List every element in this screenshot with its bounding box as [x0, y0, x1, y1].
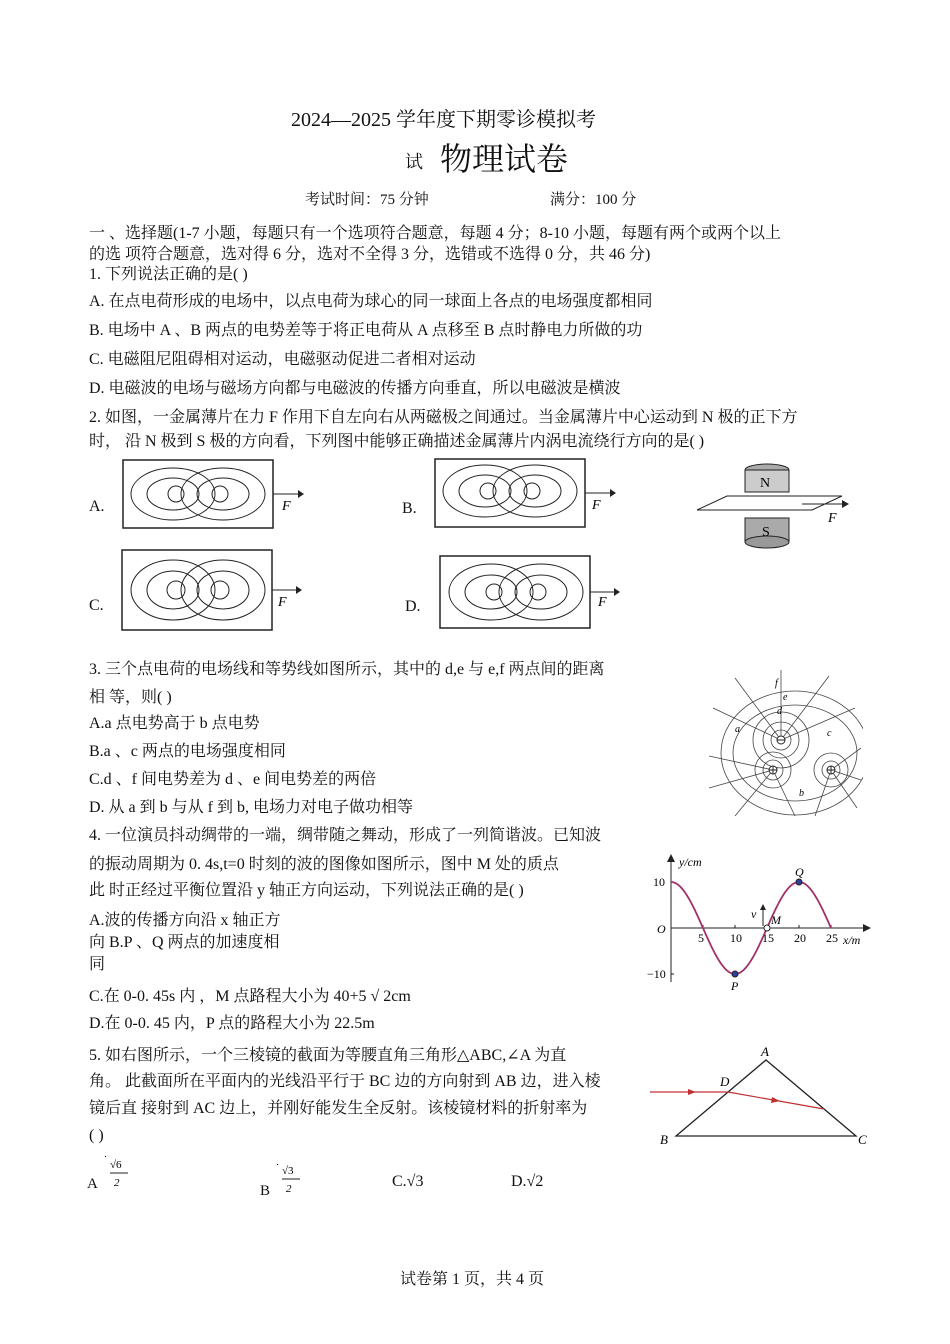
q2-option-c-figure [118, 546, 308, 634]
q5-a-denominator: 2 [114, 1177, 120, 1189]
q5-option-a-fraction [100, 1154, 134, 1194]
velocity-label: v [751, 907, 757, 921]
section-intro-line2: 的选 项符合题意，选对得 6 分，选对不全得 3 分，选错或不选得 0 分，共 46 分) [89, 246, 651, 263]
page-footer: 试卷第 1 页，共 4 页 [400, 1271, 545, 1288]
force-label: F [598, 595, 607, 610]
q4-option-c: C.在 0-0. 45s 内 ，M 点路程大小为 40+5 √ 2cm [89, 988, 411, 1005]
q2-option-b-figure [430, 455, 620, 531]
q5-option-b-fraction [272, 1160, 306, 1200]
q4-stem-line3: 此 时正经过平衡位置沿 y 轴正方向运动，下列说法正确的是( ) [89, 882, 524, 899]
svg-text:·: · [276, 1160, 279, 1171]
point-label-q: Q [795, 865, 804, 879]
q5-stem-line1: 5. 如右图所示，一个三棱镜的截面为等腰直角三角形△ABC,∠A 为直 [89, 1047, 567, 1064]
vertex-c: C [858, 1132, 867, 1147]
q1-stem: 1. 下列说法正确的是( ) [89, 266, 248, 283]
x-tick-label: 10 [730, 931, 742, 945]
q4-stem-line1: 4. 一位演员抖动绸带的一端，绸带随之舞动，形成了一列简谐波。已知波 [89, 827, 602, 844]
q3-option-a: A.a 点电势高于 b 点电势 [89, 715, 260, 732]
point-label-a: a [735, 724, 740, 735]
q4-option-a-line3: 同 [89, 956, 106, 973]
title-line1: 2024—2025 学年度下期零诊模拟考 [291, 109, 596, 131]
q5-stem-line2: 角。 此截面所在平面内的光线沿平行于 BC 边的方向射到 AB 边，进入棱 [89, 1073, 601, 1090]
full-score: 满分：100 分 [550, 192, 637, 208]
pole-s: S [762, 525, 770, 540]
force-label: F [282, 499, 291, 514]
q2-stem-line2: 时， 沿 N 极到 S 极的方向看，下列图中能够正确描述金属薄片内涡电流绕行方向的是( ) [89, 433, 705, 450]
title-prefix: 试 [405, 152, 423, 172]
q1-option-b: B. 电场中 A 、B 两点的电势差等于将正电荷从 A 点移至 B 点时静电力所做的功 [89, 322, 643, 339]
force-label: F [592, 498, 601, 513]
q5-option-b-prefix: B [260, 1183, 271, 1199]
q3-option-c: C.d 、f 间电势差为 d 、e 间电势差的两倍 [89, 771, 377, 788]
y-axis-label: y/cm [679, 855, 702, 869]
point-label-f: f [775, 678, 778, 689]
x-tick-label: 15 [762, 931, 774, 945]
point-label-m: M [771, 913, 781, 927]
q4-option-a-line2: 向 B.P 、Q 两点的加速度相 [89, 934, 280, 951]
svg-text:·: · [104, 1154, 107, 1163]
q5-option-d: D.√2 [511, 1173, 544, 1190]
origin-label: O [657, 922, 666, 936]
point-m [764, 925, 770, 931]
q5-prism-figure [648, 1042, 876, 1150]
point-label-d: d [777, 706, 782, 717]
x-tick-label: 5 [698, 931, 704, 945]
section-intro-line1: 一 、选择题(1-7 小题，每题只有一个选项符合题意，每题 4 分；8-10 小题，每题有两个或两个以上 [89, 225, 781, 242]
q3-stem-line2: 相 等，则( ) [89, 689, 172, 706]
q2-label-b: B. [402, 500, 417, 517]
q2-label-d: D. [405, 598, 421, 615]
q2-label-c: C. [89, 597, 104, 614]
q1-option-c: C. 电磁阻尼阻碍相对运动，电磁驱动促进二者相对运动 [89, 351, 476, 368]
point-q [796, 879, 802, 885]
point-label-b: b [799, 788, 804, 799]
q3-option-b: B.a 、c 两点的电场强度相同 [89, 743, 286, 760]
pole-n: N [760, 476, 771, 491]
q4-option-d: D.在 0-0. 45 内，P 点的路程大小为 22.5m [89, 1015, 375, 1032]
y-tick-label: 10 [653, 875, 665, 889]
q5-stem-line4: ( ) [89, 1127, 104, 1144]
q5-stem-line3: 镜后直 接射到 AC 边上，并刚好能发生全反射。该棱镜材料的折射率为 [89, 1100, 588, 1117]
q2-magnet-figure [692, 462, 862, 550]
force-label: F [828, 511, 837, 526]
point-p [732, 971, 738, 977]
vertex-a: A [761, 1044, 769, 1059]
q4-wave-chart [643, 852, 873, 992]
q1-option-a: A. 在点电荷形成的电场中，以点电荷为球心的同一球面上各点的电场强度都相同 [89, 293, 653, 310]
q3-stem-line1: 3. 三个点电荷的电场线和等势线如图所示，其中的 d,e 与 e,f 两点间的距离 [89, 661, 605, 678]
q2-option-a-figure [118, 456, 308, 532]
y-tick-label: −10 [647, 967, 666, 981]
q4-stem-line2: 的振动周期为 0. 4s,t=0 时刻的波的图像如图所示，图中 M 处的质点 [89, 856, 559, 873]
x-tick-label: 25 [826, 931, 838, 945]
q1-option-d: D. 电磁波的电场与磁场方向都与电磁波的传播方向垂直，所以电磁波是横波 [89, 380, 621, 397]
q5-option-a-prefix: A [87, 1176, 98, 1192]
velocity-arrow-head [760, 904, 766, 910]
q5-b-denominator: 2 [286, 1183, 292, 1195]
point-d: D [720, 1074, 730, 1089]
exam-time: 考试时间：75 分钟 [305, 192, 429, 208]
point-label-e: e [783, 692, 788, 703]
q4-option-a-line1: A.波的传播方向沿 x 轴正方 [89, 912, 281, 929]
vertex-b: B [660, 1132, 668, 1147]
x-tick-label: 20 [794, 931, 806, 945]
q2-option-d-figure [436, 552, 626, 632]
page-title: 物理试卷 [440, 141, 569, 177]
q3-option-d: D. 从 a 到 b 与从 f 到 b, 电场力对电子做功相等 [89, 799, 413, 816]
force-label: F [278, 595, 287, 610]
point-label-p: P [731, 979, 739, 992]
q2-stem-line1: 2. 如图，一金属薄片在力 F 作用下自左向右从两磁极之间通过。当金属薄片中心运动到 N 极的正下方 [89, 409, 798, 426]
q5-option-c: C.√3 [392, 1173, 424, 1190]
point-label-c: c [827, 728, 832, 739]
x-axis-label: x/m [843, 933, 861, 947]
q3-field-lines-figure [705, 668, 863, 818]
q2-label-a: A. [89, 498, 105, 515]
q5-a-numerator: √6 [110, 1159, 122, 1171]
q5-b-numerator: √3 [282, 1165, 294, 1177]
